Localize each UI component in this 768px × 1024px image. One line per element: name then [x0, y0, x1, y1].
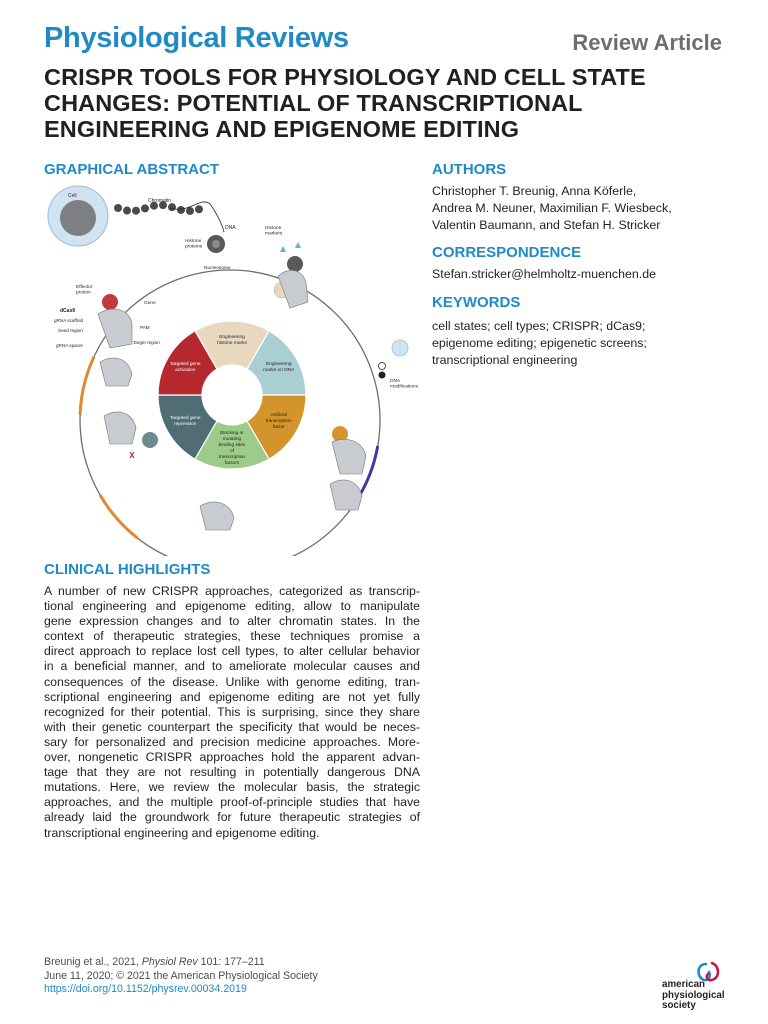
correspondence-email[interactable]: Stefan.stricker@helmholtz-muenchen.de: [432, 267, 657, 281]
graphical-abstract-heading: GRAPHICAL ABSTRACT: [44, 161, 219, 178]
aps-logo-line: american: [662, 979, 706, 990]
aps-logo-line: society: [662, 1000, 696, 1011]
clinical-text-line: approaches, and the multiple proof-of-principle studies that have: [44, 795, 420, 810]
wheel-segment-label: Engineering histone marks: [217, 335, 247, 346]
repressor-icon: [142, 432, 158, 448]
aps-logo-text: [662, 980, 725, 1012]
effector-protein-label: Effector protein: [76, 285, 93, 296]
clinical-text-line: transcriptional engineering and epigenome editing.: [44, 825, 320, 840]
clinical-text-line: recognized for their potential. This is surprising, since they share: [44, 704, 420, 719]
chromatin-bead: [168, 203, 176, 211]
gene-segment-orange: [100, 495, 138, 538]
histone-markers-label: Histone markers: [265, 226, 283, 237]
dcas9-complex-icon: [332, 439, 366, 474]
clinical-text-line: A number of new CRISPR approaches, categorized as transcrip-: [44, 584, 420, 598]
clinical-text-line: with their genetic counterpart the specificity that would be neces-: [44, 719, 420, 734]
chromatin-bead: [195, 205, 203, 213]
clinical-text-line: sary for personalized and precision medicine approaches. More-: [44, 734, 420, 749]
dcas9-complex-icon: [104, 412, 136, 444]
pam-label: PAM: [140, 325, 150, 330]
chromatin-bead: [123, 207, 131, 215]
citation-prefix: Breunig et al., 2021,: [44, 956, 142, 968]
doi-link[interactable]: https://doi.org/10.1152/physrev.00034.2019: [44, 983, 247, 995]
wheel-segment-label: Targeted gene repression: [169, 416, 201, 427]
chromatin-bead: [132, 207, 140, 215]
journal-name: Physiological Reviews: [44, 22, 349, 54]
clinical-text-line: in a beneficial manner, and to ameliorate molecular causes and: [44, 659, 420, 674]
copyright-line: June 11, 2020; © 2021 the American Physiological Society: [44, 969, 318, 982]
gene-label: Gene: [144, 301, 156, 306]
nucleus-icon: [60, 200, 96, 236]
citation-journal: Physiol Rev: [141, 956, 198, 968]
clinical-highlights-heading: CLINICAL HIGHLIGHTS: [44, 561, 211, 578]
clinical-text-line: scriptional engineering and epigenome editing are not yet fully: [44, 689, 420, 704]
citation-line: [44, 956, 318, 970]
clinical-text-line: gene expression changes and to alter chromatin states. In the: [44, 614, 420, 629]
nucleosome-label: Nucleosome: [204, 266, 231, 271]
authors-heading: AUTHORS: [432, 161, 507, 178]
dcas9-complex-icon: [200, 502, 234, 530]
wheel-segment-label: Engineering marks on DNA: [263, 362, 295, 373]
clinical-text-line: over, nongenetic CRISPR approaches hold the apparent advan-: [44, 750, 420, 765]
chromatin-label: Chromatin: [148, 198, 172, 204]
dna-modifications-label: DNA modifications: [390, 379, 418, 390]
grna-scaffold-label: gRNA scaffold: [54, 318, 84, 323]
keywords-list: [432, 318, 732, 369]
wheel-segment-label: Artificial transcription factor: [265, 413, 292, 430]
dcas9-complex-icon: [330, 480, 362, 510]
clinical-text-line: tional engineering and epigenome editing, allow to manipulate: [44, 599, 420, 614]
clinical-text-line: already laid the groundwork for future therapeutic strategies of: [44, 810, 420, 825]
target-region-label: Target region: [133, 340, 160, 345]
seed-region-label: Seed region: [58, 328, 83, 333]
author-line: Valentin Baumann, and Stefan H. Stricker: [432, 218, 661, 232]
chromatin-bead: [141, 204, 149, 212]
title-line: ENGINEERING AND EPIGENOME EDITING: [44, 116, 520, 142]
author-line: Christopher T. Breunig, Anna Köferle,: [432, 184, 637, 198]
effector-protein-icon: [102, 294, 118, 310]
clinical-text-line: consequences of the disease. Unlike with genome editing, tran-: [44, 674, 420, 689]
clinical-text-line: context of therapeutic strategies, these techniques promise a: [44, 629, 420, 644]
dna-modifier-icon: [392, 340, 408, 356]
nucleosome-core: [212, 240, 220, 248]
cell-label: Cell: [68, 193, 77, 199]
correspondence-heading: CORRESPONDENCE: [432, 244, 582, 261]
dcas9-complex-icon: [100, 358, 132, 386]
clinical-highlights-body: [44, 584, 420, 841]
title-line: CHANGES: POTENTIAL OF TRANSCRIPTIONAL: [44, 90, 583, 116]
clinical-text-line: mutations. Here, we review the molecular basis, the strategic: [44, 780, 420, 795]
histone-marker-icon: [295, 242, 301, 248]
wheel-segment-label: Targeted gene activation: [169, 362, 201, 373]
graphical-abstract-figure: [40, 184, 420, 556]
dcas9-label: dCas9: [60, 308, 76, 314]
article-title: [44, 64, 734, 142]
histone-proteins-label: Histone proteins: [185, 239, 203, 250]
dna-label: DNA: [225, 225, 236, 231]
grna-spacer-label: gRNA spacer: [56, 343, 84, 348]
footer-citation: [44, 956, 318, 997]
dcas9-complex-icon: [98, 309, 132, 348]
gene-segment-orange: [80, 357, 94, 415]
article-type: Review Article: [572, 30, 722, 55]
keyword-line: transcriptional engineering: [432, 353, 578, 367]
keywords-heading: KEYWORDS: [432, 294, 521, 311]
clinical-text-line: direct approach to replace lost cell types, to alter cellular behavior: [44, 644, 420, 659]
wheel-segment-label: Blocking or mutating binding sites of transcription factors: [218, 431, 246, 466]
authors-list: [432, 183, 732, 234]
citation-suffix: 101: 177–211: [197, 956, 265, 968]
unmethylated-icon: [379, 363, 386, 370]
keyword-line: cell states; cell types; CRISPR; dCas9;: [432, 319, 646, 333]
chromatin-bead: [114, 204, 122, 212]
clinical-text-line: tage that they are not resulting in potentially dangerous DNA: [44, 765, 420, 780]
author-line: Andrea M. Neuner, Maximilian F. Wiesbeck,: [432, 201, 672, 215]
methylated-icon: [379, 372, 386, 379]
aps-logo-line: physiological: [662, 989, 725, 1001]
title-line: CRISPR TOOLS FOR PHYSIOLOGY AND CELL STATE: [44, 64, 646, 90]
keyword-line: epigenome editing; epigenetic screens;: [432, 336, 647, 350]
marked-nucleosome-icon: [287, 256, 303, 272]
chromatin-bead: [177, 206, 185, 214]
histone-marker-icon: [280, 246, 286, 252]
block-icon: [130, 452, 134, 458]
